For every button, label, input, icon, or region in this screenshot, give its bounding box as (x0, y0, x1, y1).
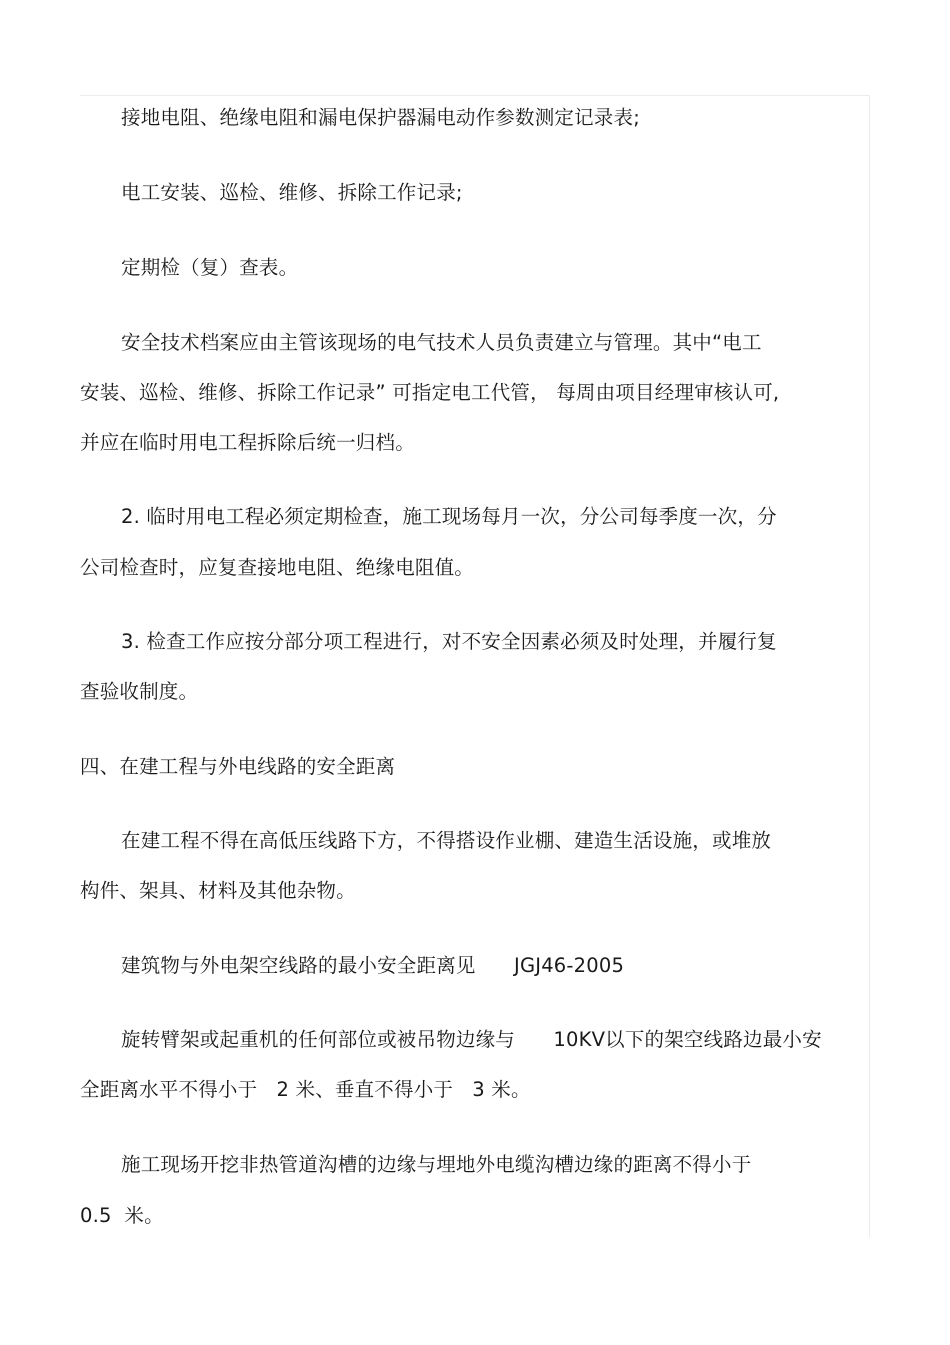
text-line: 2. 临时用电工程必须定期检查，施工现场每月一次，分公司每季度一次，分 (121, 505, 777, 528)
text-line: 公司检查时，应复查接地电阻、绝缘电阻值。 (80, 556, 475, 579)
page-border-right (869, 95, 870, 1237)
text-line: 全距离水平不得小于 2 米、垂直不得小于 3 米。 (80, 1078, 531, 1101)
text-line: 3. 检查工作应按分部分项工程进行，对不安全因素必须及时处理，并履行复 (121, 630, 777, 653)
page-border-top (80, 95, 870, 96)
text-line: 定期检（复）查表。 (121, 256, 299, 279)
text-line: 查验收制度。 (80, 680, 199, 703)
text-line: 旋转臂架或起重机的任何部位或被吊物边缘与 10KV以下的架空线路边最小安 (121, 1028, 822, 1051)
text-line: 接地电阻、绝缘电阻和漏电保护器漏电动作参数测定记录表; (121, 106, 640, 129)
text-line: 电工安装、巡检、维修、拆除工作记录; (121, 181, 463, 204)
text-line: 0.5 米。 (80, 1204, 164, 1227)
text-line: 安装、巡检、维修、拆除工作记录” 可指定电工代管， 每周由项目经理审核认可, (80, 381, 780, 404)
text-line: 施工现场开挖非热管道沟槽的边缘与埋地外电缆沟槽边缘的距离不得小于 (121, 1153, 752, 1176)
text-line: 在建工程不得在高低压线路下方，不得搭设作业棚、建造生活设施，或堆放 (121, 829, 772, 852)
section-heading: 四、在建工程与外电线路的安全距离 (80, 755, 396, 778)
text-line: 并应在临时用电工程拆除后统一归档。 (80, 431, 415, 454)
text-line: 建筑物与外电架空线路的最小安全距离见 JGJ46-2005 (121, 954, 625, 977)
text-line: 安全技术档案应由主管该现场的电气技术人员负责建立与管理。其中“电工 (121, 331, 762, 354)
text-line: 构件、架具、材料及其他杂物。 (80, 879, 356, 902)
